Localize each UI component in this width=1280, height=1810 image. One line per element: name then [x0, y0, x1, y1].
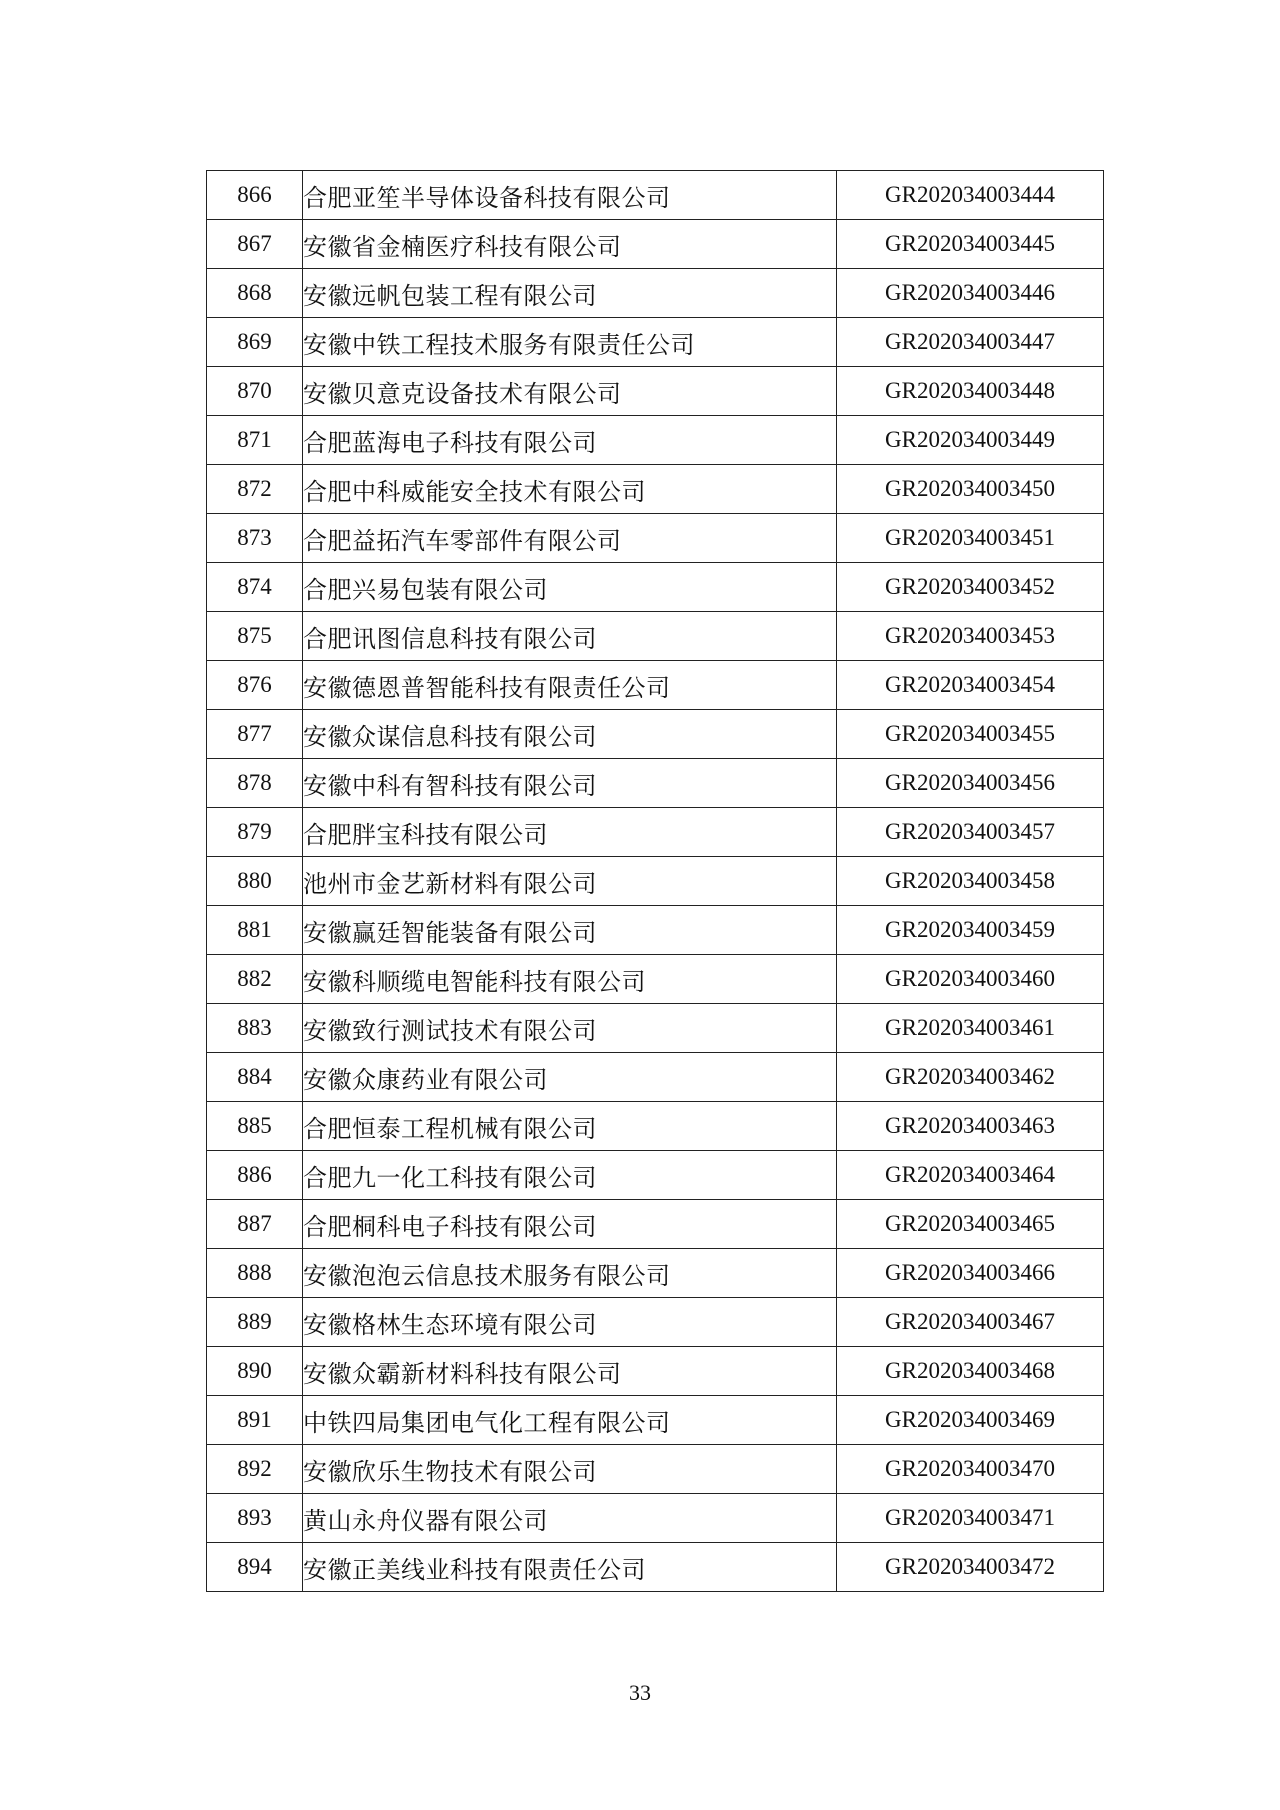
- certificate-code-cell: GR202034003448: [837, 367, 1104, 416]
- company-name-cell: 安徽格林生态环境有限公司: [303, 1298, 837, 1347]
- table-row: [207, 416, 1104, 465]
- company-name-cell: 安徽贝意克设备技术有限公司: [303, 367, 837, 416]
- company-name-cell: 安徽省金楠医疗科技有限公司: [303, 220, 837, 269]
- row-number-cell: 879: [207, 808, 303, 857]
- company-name-cell: 黄山永舟仪器有限公司: [303, 1494, 837, 1543]
- table-row: [207, 465, 1104, 514]
- table-row: [207, 612, 1104, 661]
- row-number-cell: 881: [207, 906, 303, 955]
- table-row: [207, 367, 1104, 416]
- row-number-cell: 869: [207, 318, 303, 367]
- table-row: [207, 514, 1104, 563]
- row-number-cell: 872: [207, 465, 303, 514]
- company-name-cell: 合肥桐科电子科技有限公司: [303, 1200, 837, 1249]
- company-name-cell: 合肥讯图信息科技有限公司: [303, 612, 837, 661]
- company-name-cell: 安徽众康药业有限公司: [303, 1053, 837, 1102]
- certificate-code-cell: GR202034003469: [837, 1396, 1104, 1445]
- row-number-cell: 890: [207, 1347, 303, 1396]
- certificate-code-cell: GR202034003457: [837, 808, 1104, 857]
- company-name-cell: 合肥益拓汽车零部件有限公司: [303, 514, 837, 563]
- row-number-cell: 867: [207, 220, 303, 269]
- certificate-code-cell: GR202034003454: [837, 661, 1104, 710]
- table-row: [207, 1494, 1104, 1543]
- row-number-cell: 882: [207, 955, 303, 1004]
- row-number-cell: 891: [207, 1396, 303, 1445]
- row-number-cell: 877: [207, 710, 303, 759]
- table-row: [207, 1151, 1104, 1200]
- company-name-cell: 安徽众谋信息科技有限公司: [303, 710, 837, 759]
- table-row: [207, 1445, 1104, 1494]
- row-number-cell: 866: [207, 171, 303, 220]
- row-number-cell: 893: [207, 1494, 303, 1543]
- company-registry-table: [206, 170, 1104, 1592]
- table-row: [207, 808, 1104, 857]
- row-number-cell: 875: [207, 612, 303, 661]
- table-row: [207, 1200, 1104, 1249]
- certificate-code-cell: GR202034003447: [837, 318, 1104, 367]
- company-name-cell: 安徽正美线业科技有限责任公司: [303, 1543, 837, 1592]
- row-number-cell: 885: [207, 1102, 303, 1151]
- company-name-cell: 安徽科顺缆电智能科技有限公司: [303, 955, 837, 1004]
- certificate-code-cell: GR202034003451: [837, 514, 1104, 563]
- certificate-code-cell: GR202034003445: [837, 220, 1104, 269]
- row-number-cell: 884: [207, 1053, 303, 1102]
- certificate-code-cell: GR202034003456: [837, 759, 1104, 808]
- table-row: [207, 710, 1104, 759]
- certificate-code-cell: GR202034003458: [837, 857, 1104, 906]
- row-number-cell: 874: [207, 563, 303, 612]
- table-row: [207, 1347, 1104, 1396]
- row-number-cell: 880: [207, 857, 303, 906]
- table-row: [207, 1102, 1104, 1151]
- row-number-cell: 883: [207, 1004, 303, 1053]
- table-row: [207, 1543, 1104, 1592]
- company-name-cell: 中铁四局集团电气化工程有限公司: [303, 1396, 837, 1445]
- company-name-cell: 安徽赢廷智能装备有限公司: [303, 906, 837, 955]
- row-number-cell: 876: [207, 661, 303, 710]
- table-row: [207, 1298, 1104, 1347]
- table-row: [207, 661, 1104, 710]
- table-row: [207, 171, 1104, 220]
- table-row: [207, 1004, 1104, 1053]
- certificate-code-cell: GR202034003449: [837, 416, 1104, 465]
- company-name-cell: 池州市金艺新材料有限公司: [303, 857, 837, 906]
- row-number-cell: 888: [207, 1249, 303, 1298]
- table-row: [207, 906, 1104, 955]
- table-row: [207, 1053, 1104, 1102]
- company-name-cell: 安徽泡泡云信息技术服务有限公司: [303, 1249, 837, 1298]
- certificate-code-cell: GR202034003460: [837, 955, 1104, 1004]
- row-number-cell: 868: [207, 269, 303, 318]
- certificate-code-cell: GR202034003470: [837, 1445, 1104, 1494]
- company-name-cell: 合肥恒泰工程机械有限公司: [303, 1102, 837, 1151]
- company-name-cell: 安徽致行测试技术有限公司: [303, 1004, 837, 1053]
- row-number-cell: 886: [207, 1151, 303, 1200]
- table-row: [207, 269, 1104, 318]
- company-name-cell: 合肥兴易包装有限公司: [303, 563, 837, 612]
- certificate-code-cell: GR202034003465: [837, 1200, 1104, 1249]
- certificate-code-cell: GR202034003461: [837, 1004, 1104, 1053]
- row-number-cell: 894: [207, 1543, 303, 1592]
- row-number-cell: 887: [207, 1200, 303, 1249]
- row-number-cell: 871: [207, 416, 303, 465]
- certificate-code-cell: GR202034003467: [837, 1298, 1104, 1347]
- table-row: [207, 1396, 1104, 1445]
- certificate-code-cell: GR202034003466: [837, 1249, 1104, 1298]
- row-number-cell: 892: [207, 1445, 303, 1494]
- certificate-code-cell: GR202034003471: [837, 1494, 1104, 1543]
- table-row: [207, 857, 1104, 906]
- company-name-cell: 安徽远帆包装工程有限公司: [303, 269, 837, 318]
- company-name-cell: 合肥胖宝科技有限公司: [303, 808, 837, 857]
- table-row: [207, 563, 1104, 612]
- company-name-cell: 合肥中科威能安全技术有限公司: [303, 465, 837, 514]
- table-row: [207, 1249, 1104, 1298]
- certificate-code-cell: GR202034003455: [837, 710, 1104, 759]
- row-number-cell: 870: [207, 367, 303, 416]
- company-name-cell: 安徽欣乐生物技术有限公司: [303, 1445, 837, 1494]
- certificate-code-cell: GR202034003464: [837, 1151, 1104, 1200]
- company-name-cell: 合肥蓝海电子科技有限公司: [303, 416, 837, 465]
- table-row: [207, 759, 1104, 808]
- certificate-code-cell: GR202034003453: [837, 612, 1104, 661]
- company-name-cell: 安徽中科有智科技有限公司: [303, 759, 837, 808]
- certificate-code-cell: GR202034003472: [837, 1543, 1104, 1592]
- certificate-code-cell: GR202034003446: [837, 269, 1104, 318]
- certificate-code-cell: GR202034003468: [837, 1347, 1104, 1396]
- certificate-code-cell: GR202034003463: [837, 1102, 1104, 1151]
- certificate-code-cell: GR202034003462: [837, 1053, 1104, 1102]
- certificate-code-cell: GR202034003444: [837, 171, 1104, 220]
- row-number-cell: 878: [207, 759, 303, 808]
- table-row: [207, 955, 1104, 1004]
- certificate-code-cell: GR202034003450: [837, 465, 1104, 514]
- company-name-cell: 安徽德恩普智能科技有限责任公司: [303, 661, 837, 710]
- certificate-code-cell: GR202034003459: [837, 906, 1104, 955]
- company-name-cell: 安徽中铁工程技术服务有限责任公司: [303, 318, 837, 367]
- certificate-code-cell: GR202034003452: [837, 563, 1104, 612]
- company-name-cell: 合肥亚笙半导体设备科技有限公司: [303, 171, 837, 220]
- company-name-cell: 安徽众霸新材料科技有限公司: [303, 1347, 837, 1396]
- table-row: [207, 318, 1104, 367]
- registry-table-body: [207, 171, 1104, 1592]
- company-name-cell: 合肥九一化工科技有限公司: [303, 1151, 837, 1200]
- row-number-cell: 873: [207, 514, 303, 563]
- table-row: [207, 220, 1104, 269]
- row-number-cell: 889: [207, 1298, 303, 1347]
- page-number: 33: [629, 1680, 651, 1705]
